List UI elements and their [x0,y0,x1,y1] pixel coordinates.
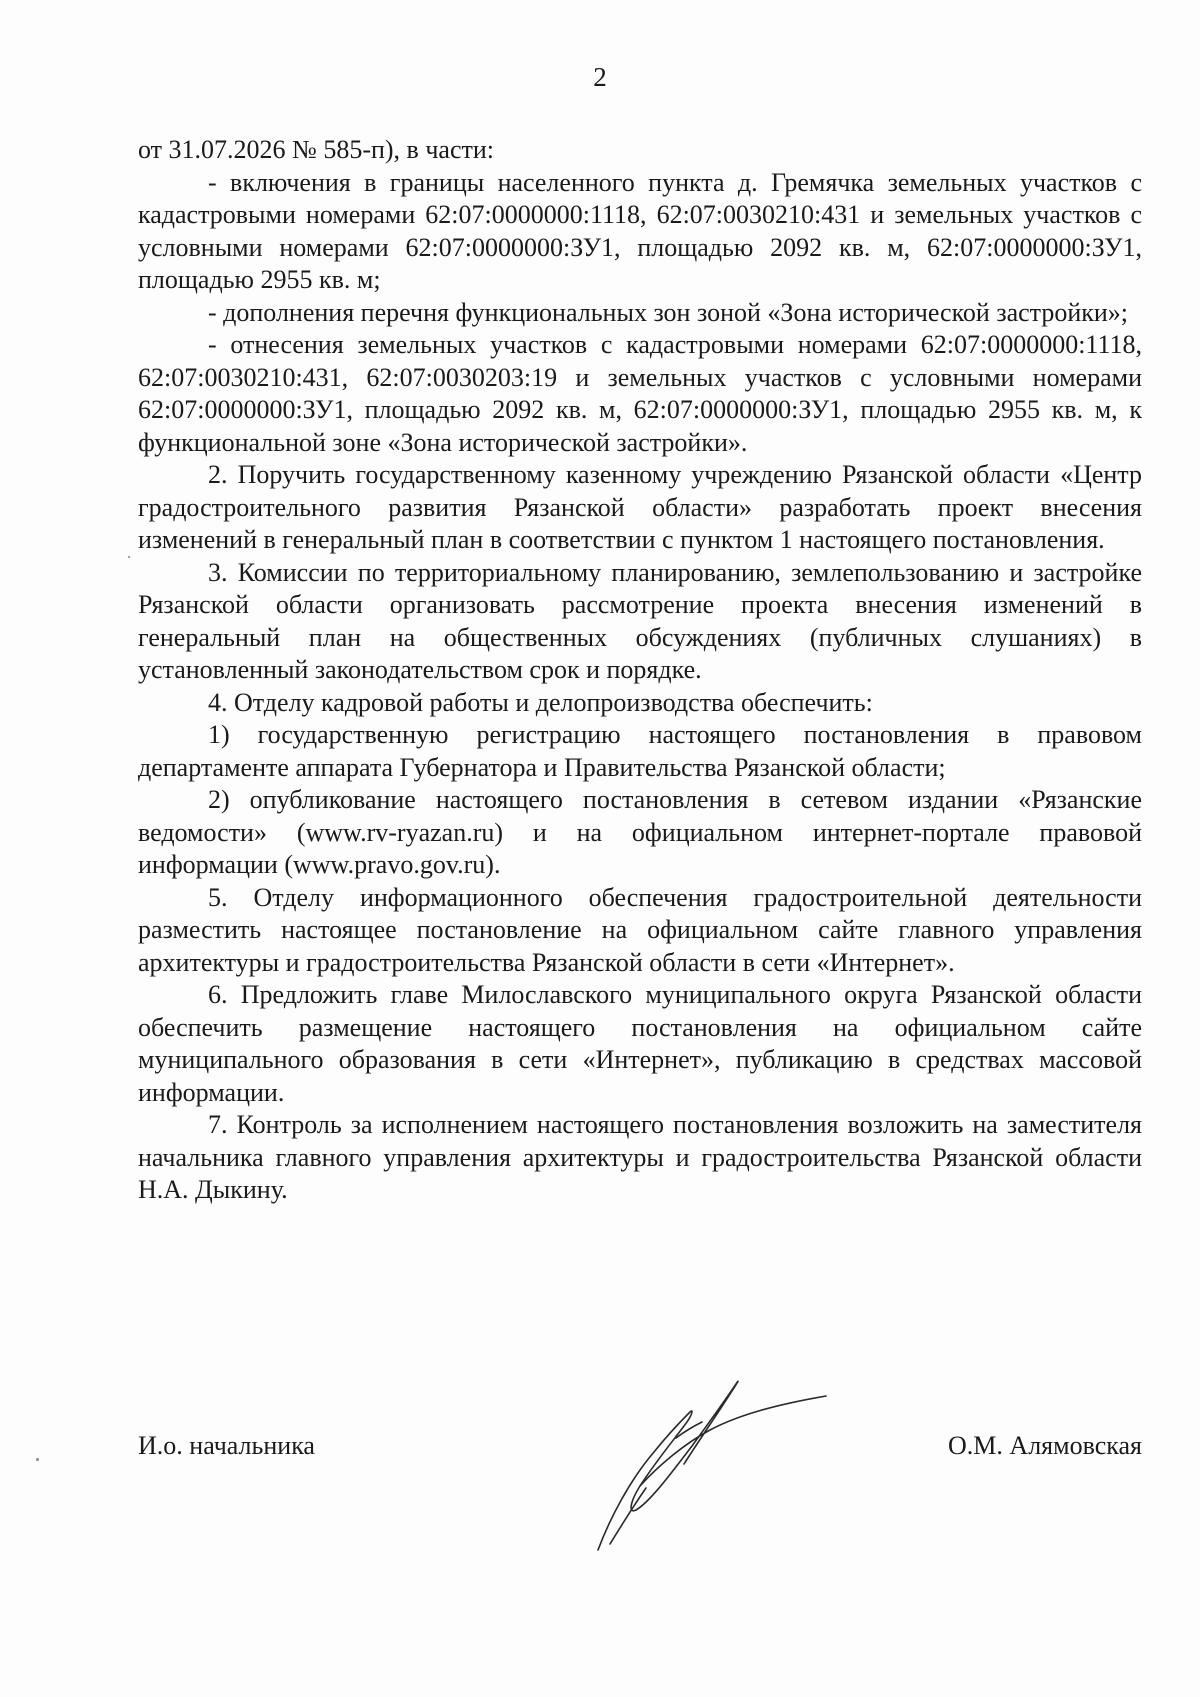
paragraph-item-7: 7. Контроль за исполнением настоящего постановления возложить на заместителя начальника главного управления архитектуры и градостроительства Рязанской области Н.А. Дыкину. [138,1110,1142,1204]
paragraph-item-4-2: 2) опубликование настоящего постановления в сетевом издании «Рязанские ведомости» (www.rv-ryazan.ru) и на официальном интернет-портале правовой информации (www.pravo.gov.ru). [138,785,1142,879]
scan-speck [128,556,130,558]
document-body [138,134,1142,1207]
page-number: 2 [593,62,607,92]
paragraph-inclusion: - включения в границы населенного пункта д. Гремячка земельных участков с кадастровыми номерами 62:07:0000000:1118, 62:07:0030210:431 и земельных участков с условными номерами 62:07:0000000:ЗУ1, площадью 2092 кв. м, 62:07:0000000:ЗУ1, площадью 2955 кв. м; [138,167,1142,294]
paragraph-item-2: 2. Поручить государственному казенному учреждению Рязанской области «Центр градостроительного развития Рязанской области» разработать проект внесения изменений в генеральный план в соответствии с пунктом 1 настоящего постановления. [138,460,1142,554]
paragraph-zone-addition: - дополнения перечня функциональных зон зоной «Зона исторической застройки»; [208,297,1129,327]
paragraph-item-4: 4. Отделу кадровой работы и делопроизводства обеспечить: [208,687,873,717]
scan-speck [36,1458,39,1461]
paragraph-intro-continuation: от 31.07.2026 № 585-п), в части: [138,135,494,164]
paragraph-item-6: 6. Предложить главе Милославского муниципального округа Рязанской области обеспечить размещение настоящего постановления на официальном сайте муниципального образования в сети «Интернет», публикацию в средствах массовой информации. [138,980,1142,1107]
paragraph-item-5: 5. Отделу информационного обеспечения градостроительной деятельности разместить настоящее постановление на официальном сайте главного управления архитектуры и градостроительства Рязанской области в сети «Интернет». [138,882,1142,977]
signatory-position: И.о. начальника [138,1431,315,1460]
signatory-name: О.М. Алямовская [948,1431,1142,1460]
paragraph-item-4-1: 1) государственную регистрацию настоящего постановления в правовом департаменте аппарата Губернатора и Правительства Рязанской области; [138,720,1142,782]
paragraph-zone-assignment: - отнесения земельных участков с кадастровыми номерами 62:07:0000000:1118, 62:07:0030210:431, 62:07:0030203:19 и земельных участков с условными номерами 62:07:0000000:ЗУ1, площадью 2092 кв. м, 62:07:0000000:ЗУ1, площадью 2955 кв. м, к функциональной зоне «Зона исторической застройки». [138,330,1142,457]
paragraph-item-3: 3. Комиссии по территориальному планированию, землепользованию и застройке Рязанской области организовать рассмотрение проекта внесения изменений в генеральный план на общественных обсуждениях (публичных слушаниях) в установленный законодательством срок и порядке. [138,557,1142,684]
handwritten-signature [580,1368,840,1558]
